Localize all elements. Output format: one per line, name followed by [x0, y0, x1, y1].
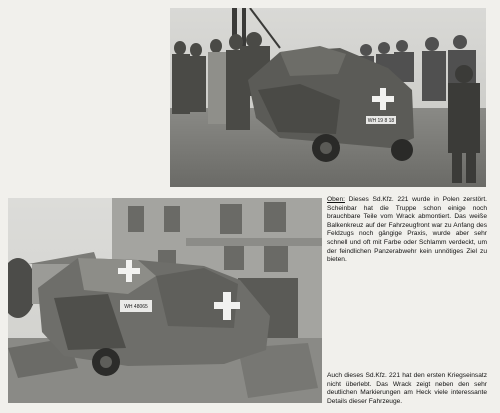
caption-bottom	[327, 372, 487, 406]
bottom-vehicle-plate: WH 48065	[124, 304, 148, 310]
photo-top-wrecked-armored-car	[170, 8, 486, 187]
caption-top-lead: Oben:	[327, 196, 345, 203]
caption-bottom-text: Auch dieses Sd.Kfz. 221 hat den ersten Kriegseinsatz nicht überlebt. Das Wrack zeigt neben den sehr deutlichen Markierungen am Heck viele interessante Details dieser Fahrzeuge.	[327, 372, 487, 405]
caption-top-text: Dieses Sd.Kfz. 221 wurde in Polen zerstört. Scheinbar hat die Truppe schon einige noch brauchbare Teile vom Wrack abmontiert. Das weiße Balkenkreuz auf der Fahrzeugfront war zu Anfang des Feldzugs noch gängige Praxis, wurde aber sehr schnell und oft mit Farbe oder Schlamm verdeckt, um der feindlichen Panzerabwehr kein unnötiges Ziel zu bieten.	[327, 196, 487, 264]
photo-bottom-wrecked-armored-car	[8, 198, 322, 403]
caption-top	[327, 196, 487, 265]
top-vehicle-plate: WH 19 8 18	[367, 118, 395, 124]
